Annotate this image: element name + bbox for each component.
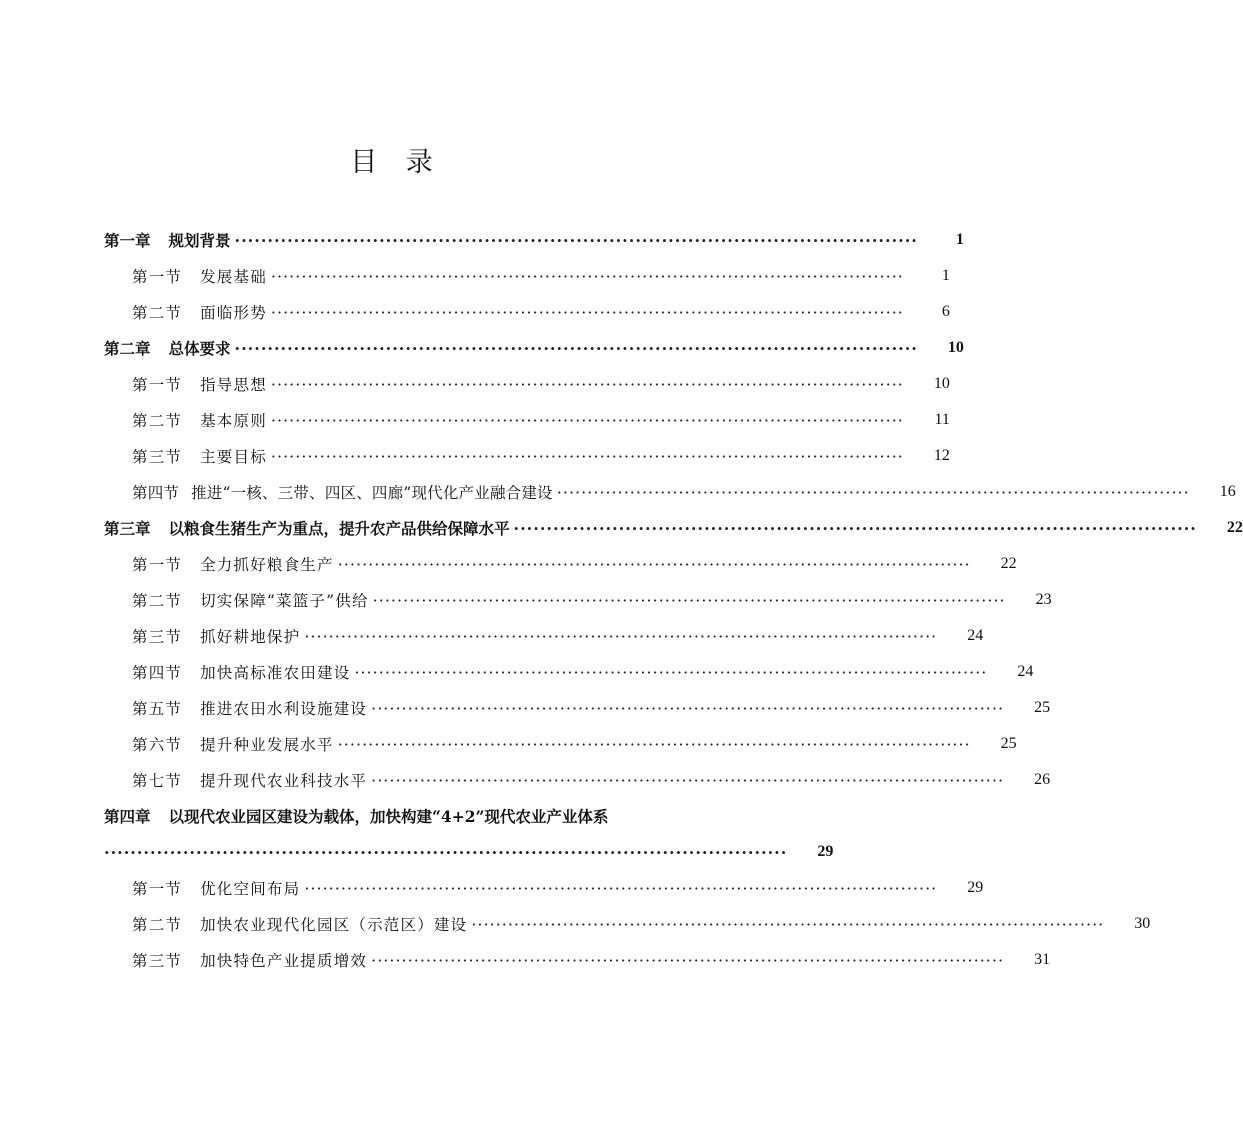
entry-number: 第一章: [104, 231, 151, 250]
entry-title: 以粮食生猪生产为重点，提升农产品供给保障水平: [168, 519, 510, 538]
entry-number: 第二章: [104, 339, 151, 358]
dot-leader: ········································································································: [234, 338, 918, 358]
entry-number: 第六节: [132, 736, 183, 754]
toc-entry-section[interactable]: [104, 438, 950, 474]
entry-number: 第二节: [132, 916, 183, 934]
toc-entry-section[interactable]: [104, 366, 950, 402]
dot-leader: ········································································································: [371, 770, 1005, 790]
dot-leader: ········································································································: [371, 698, 1005, 718]
entry-title: 以现代农业园区建设为载体，加快构建“4+2”现代农业产业体系: [168, 807, 609, 826]
toc-entry-section[interactable]: [104, 474, 1236, 510]
entry-page: 11: [934, 411, 950, 428]
entry-title: 指导思想: [200, 376, 267, 394]
entry-page: 25: [1034, 699, 1051, 716]
toc-entry-section[interactable]: [104, 654, 1034, 690]
dot-leader: ········································································································: [513, 518, 1197, 538]
toc-entry-section[interactable]: [104, 402, 950, 438]
entry-page: 29: [967, 879, 984, 896]
toc-entry-section[interactable]: [104, 870, 984, 906]
entry-number: 第一节: [132, 376, 183, 394]
entry-title: 加快特色产业提质增效: [200, 952, 368, 970]
entry-title: 加快高标准农田建设: [200, 664, 351, 682]
entry-title: 抓好耕地保护: [200, 628, 301, 646]
entry-number: 第一节: [132, 556, 183, 574]
entry-number: 第一节: [132, 268, 183, 286]
dot-leader: ········································································································: [337, 734, 971, 754]
entry-number: 第二节: [132, 304, 183, 322]
entry-number: 第三节: [132, 628, 183, 646]
toc-entry-chapter-3[interactable]: [104, 510, 1243, 546]
toc-entry-section[interactable]: [104, 942, 1051, 978]
toc-entry-section[interactable]: [104, 582, 1052, 618]
dot-leader: ········································································································: [270, 266, 904, 286]
entry-page: 16: [1219, 483, 1236, 500]
dot-leader: ········································································································: [270, 302, 904, 322]
entry-page: 22: [1000, 555, 1017, 572]
dot-leader: ········································································································: [304, 626, 938, 646]
dot-leader: ········································································································: [234, 230, 918, 250]
toc-entry-section[interactable]: [104, 546, 1017, 582]
toc-entry-chapter-4[interactable]: [104, 798, 684, 834]
entry-page: 24: [1017, 663, 1034, 680]
entry-page: 25: [1000, 735, 1017, 752]
entry-title: 优化空间布局: [200, 880, 301, 898]
entry-number: 第四节: [132, 484, 180, 502]
entry-title: 推进农田水利设施建设: [200, 700, 368, 718]
entry-page: 12: [933, 447, 950, 464]
entry-page: 23: [1035, 591, 1052, 608]
dot-leader: ········································································································: [270, 446, 904, 466]
entry-page: 10: [933, 375, 950, 392]
dot-leader: ········································································································: [104, 842, 788, 862]
entry-page: 10: [947, 339, 964, 356]
entry-title: 切实保障“菜篮子”供给: [200, 592, 369, 610]
toc-entry-section[interactable]: [104, 258, 950, 294]
dot-leader: ········································································································: [556, 482, 1190, 502]
entry-number: 第三章: [104, 519, 151, 538]
entry-title: 提升种业发展水平: [200, 736, 334, 754]
entry-title: 发展基础: [200, 268, 267, 286]
entry-page: 24: [967, 627, 984, 644]
entry-title: 规划背景: [168, 231, 231, 250]
toc-entry-section[interactable]: [104, 294, 950, 330]
dot-leader: ········································································································: [270, 410, 904, 430]
entry-number: 第一节: [132, 880, 183, 898]
entry-number: 第五节: [132, 700, 183, 718]
entry-title: 基本原则: [200, 412, 267, 430]
dot-leader: ········································································································: [371, 950, 1005, 970]
entry-title: 推进“一核、三带、四区、四廊”现代化产业融合建设: [191, 484, 553, 502]
entry-page: 6: [941, 303, 950, 320]
entry-page: 1: [955, 231, 964, 248]
entry-number: 第三节: [132, 448, 183, 466]
entry-number: 第二节: [132, 412, 183, 430]
toc-entry-section[interactable]: [104, 906, 1151, 942]
toc-entry-section[interactable]: [104, 726, 1017, 762]
toc-title: 目 录: [350, 147, 443, 178]
toc-entry-chapter-1[interactable]: [104, 222, 964, 258]
entry-number: 第二节: [132, 592, 183, 610]
toc-entry-section[interactable]: [104, 762, 1051, 798]
entry-page: 26: [1034, 771, 1051, 788]
entry-title: 总体要求: [168, 339, 231, 358]
toc-entry-section[interactable]: [104, 618, 984, 654]
dot-leader: ········································································································: [372, 590, 1006, 610]
entry-number: 第四节: [132, 664, 183, 682]
entry-number: 第四章: [104, 807, 151, 826]
entry-page: 1: [941, 267, 950, 284]
dot-leader: ········································································································: [354, 662, 988, 682]
toc-entry-section[interactable]: [104, 690, 1051, 726]
entry-title: 提升现代农业科技水平: [200, 772, 368, 790]
entry-number: 第三节: [132, 952, 183, 970]
entry-title: 全力抓好粮食生产: [200, 556, 334, 574]
toc-entry-chapter-2[interactable]: [104, 330, 964, 366]
entry-page: 22: [1226, 519, 1243, 536]
entry-title: 面临形势: [200, 304, 267, 322]
dot-leader: ········································································································: [471, 914, 1105, 934]
entry-page: 31: [1034, 951, 1051, 968]
entry-number: 第七节: [132, 772, 183, 790]
table-of-contents: [104, 222, 1243, 978]
entry-page: 30: [1134, 915, 1151, 932]
dot-leader: ········································································································: [337, 554, 971, 574]
dot-leader: ········································································································: [304, 878, 938, 898]
dot-leader: ········································································································: [270, 374, 904, 394]
toc-entry-chapter-4-leader[interactable]: [104, 834, 834, 870]
entry-title: 加快农业现代化园区（示范区）建设: [200, 916, 468, 934]
entry-page: 29: [817, 843, 834, 860]
entry-title: 主要目标: [200, 448, 267, 466]
